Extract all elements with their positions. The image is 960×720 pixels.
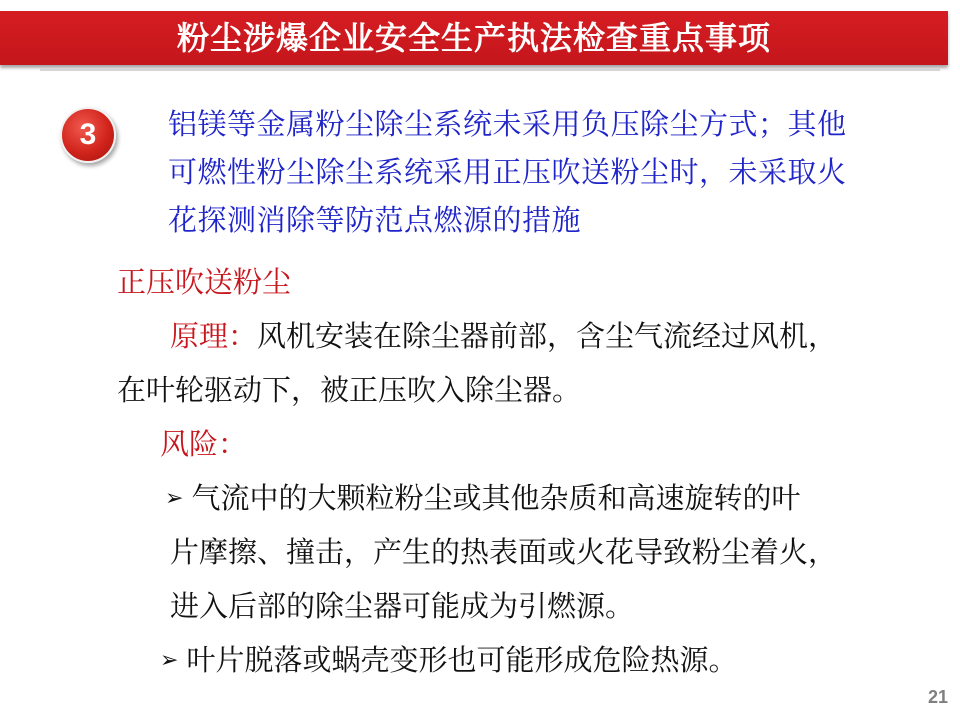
- principle-label: 原理：: [170, 319, 258, 353]
- item-number: 3: [79, 118, 97, 151]
- slide-title: 粉尘涉爆企业安全生产执法检查重点事项: [176, 19, 771, 57]
- item-number-badge: [60, 107, 116, 163]
- intro-line: 花探测消除等防范点燃源的措施: [168, 203, 582, 237]
- risk-label: 风险：: [160, 427, 248, 461]
- section-heading: 正压吹送粉尘: [117, 265, 292, 299]
- principle-line-1: [170, 318, 837, 354]
- bullet-text: 气流中的大颗粒粉尘或其他杂质和高速旋转的叶: [191, 481, 801, 515]
- bullet-text: 叶片脱落或蜗壳变形也可能形成危险热源。: [186, 643, 738, 677]
- intro-line: 可燃性粉尘除尘系统采用正压吹送粉尘时，未采取火: [168, 155, 847, 189]
- intro-line: 铝镁等金属粉尘除尘系统未采用负压除尘方式；其他: [168, 107, 847, 141]
- intro-paragraph: [168, 100, 928, 244]
- bullet-1-line-3: 进入后部的除尘器可能成为引燃源。: [170, 589, 635, 623]
- bullet-arrow-icon: ➢: [160, 648, 179, 673]
- bullet-2-line-1: [160, 642, 737, 679]
- bullet-arrow-icon: ➢: [165, 486, 184, 511]
- principle-text: 风机安装在除尘器前部，含尘气流经过风机，: [257, 319, 838, 353]
- principle-line-2: 在叶轮驱动下，被正压吹入除尘器。: [117, 373, 582, 407]
- title-divider: [40, 68, 940, 71]
- bullet-1-line-1: [165, 480, 800, 517]
- page-number: 21: [927, 687, 948, 707]
- bullet-1-line-2: 片摩擦、撞击，产生的热表面或火花导致粉尘着火，: [170, 535, 838, 569]
